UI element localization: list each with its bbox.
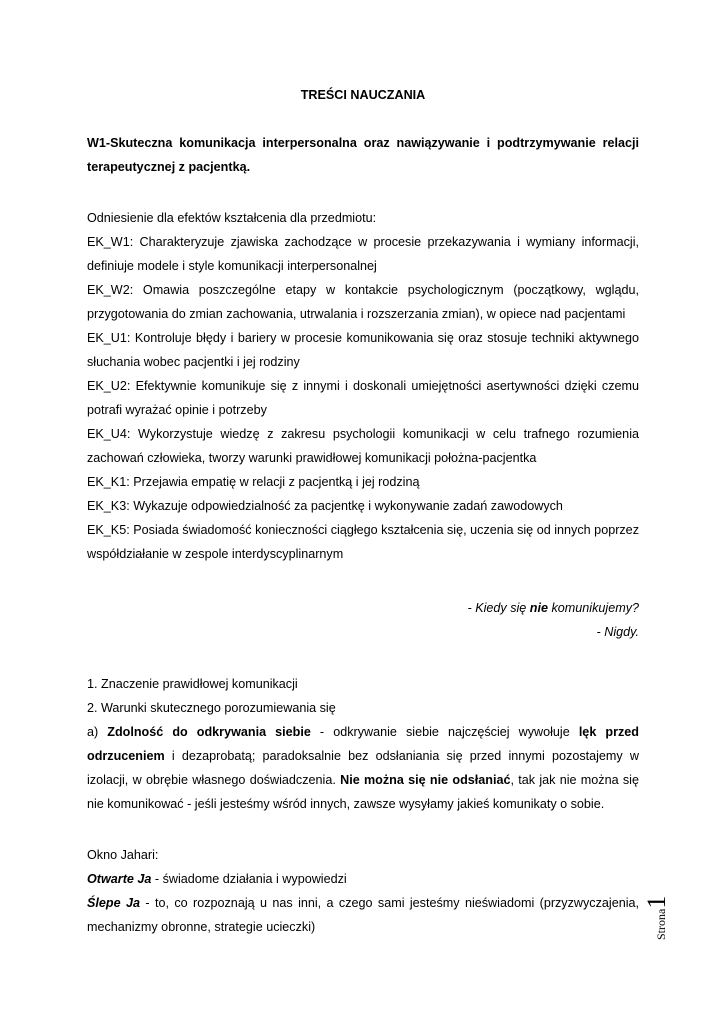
quote-question-suffix: komunikujemy? [548, 601, 639, 615]
paragraph-a-bold-2: lęk przed odrzuceniem [87, 725, 639, 763]
paragraph-a [87, 720, 639, 816]
paragraph-a-text-3: , tak jak nie można się nie komunikować - jeśli jesteśmy wśród innych, zawsze wysyłamy jakieś komunikaty o sobie. [87, 773, 639, 811]
quote-section [87, 596, 639, 644]
johari-open-label: Otwarte Ja [87, 872, 152, 886]
johari-open-text: - świadome działania i wypowiedzi [151, 872, 347, 886]
johari-blind-self [87, 891, 639, 939]
effect-ek-u2: EK_U2: Efektywnie komunikuje się z innymi i doskonali umiejętności asertywności dzięki czemu potrafi wyrażać opinie i potrzeby [87, 379, 639, 417]
quote-question [87, 596, 639, 620]
page-number-rotated [642, 868, 672, 940]
list-item-1: 1. Znaczenie prawidłowej komunikacji [87, 677, 298, 691]
effect-ek-w1: EK_W1: Charakteryzuje zjawiska zachodzące w procesie przekazywania i wymiany informacji, definiuje modele i style komunikacji interpersonalnej [87, 235, 639, 273]
johari-section [87, 843, 639, 939]
johari-blind-text: - to, co rozpoznają u nas inni, a czego sami jesteśmy nieświadomi (przyzwyczajenia, mechanizmy obronne, strategie ucieczki) [87, 896, 639, 934]
effect-ek-u4: EK_U4: Wykorzystuje wiedzę z zakresu psychologii komunikacji w celu trafnego rozumienia zachowań człowieka, tworzy warunki prawidłowej komunikacji położna-pacjentka [87, 427, 639, 465]
paragraph-a-prefix: a) [87, 725, 108, 739]
quote-question-emphasis: nie [529, 601, 548, 615]
paragraph-a-text-1: - odkrywanie siebie najczęściej wywołuje [310, 725, 579, 739]
communication-section [87, 672, 639, 816]
effect-ek-w2: EK_W2: Omawia poszczególne etapy w kontakcie psychologicznym (początkowy, wglądu, przygotowania do zmian zachowania, utrwalania i rozszerzania zmian), w opiece nad pacjentami [87, 283, 639, 321]
list-item-2: 2. Warunki skutecznego porozumiewania się [87, 701, 336, 715]
page-number: 1 [642, 895, 671, 909]
paragraph-a-bold-3: Nie można się nie odsłaniać [340, 773, 511, 787]
effect-ek-k3: EK_K3: Wykazuje odpowiedzialność za pacjentkę i wykonywanie zadań zawodowych [87, 499, 563, 513]
effect-ek-u1: EK_U1: Kontroluje błędy i bariery w procesie komunikowania się oraz stosuje techniki aktywnego słuchania wobec pacjentki i jej rodziny [87, 331, 639, 369]
quote-question-prefix: - Kiedy się [467, 601, 530, 615]
effect-ek-k1: EK_K1: Przejawia empatię w relacji z pacjentką i jej rodziną [87, 475, 420, 489]
page-label: Strona [654, 908, 668, 940]
johari-blind-label: Ślepe Ja [87, 896, 140, 910]
paragraph-a-text-2: i dezaprobatą; paradoksalnie bez odsłaniania się przed innymi pozostajemy w izolacji, w obrębie własnego doświadczenia. [87, 749, 639, 787]
page-footer [642, 868, 672, 940]
paragraph-a-bold-1: Zdolność do odkrywania siebie [107, 725, 311, 739]
johari-heading: Okno Jahari: [87, 848, 159, 862]
document-title: TREŚCI NAUCZANIA [300, 88, 426, 102]
effects-intro: Odniesienie dla efektów kształcenia dla przedmiotu: [87, 211, 377, 225]
johari-open-self [87, 867, 639, 891]
quote-answer: - Nigdy. [596, 625, 639, 639]
w1-heading: W1-Skuteczna komunikacja interpersonalna oraz nawiązywanie i podtrzymywanie relacji terapeutycznej z pacjentką. [87, 136, 639, 174]
effects-section [87, 206, 639, 566]
effect-ek-k5: EK_K5: Posiada świadomość konieczności ciągłego kształcenia się, uczenia się od innych poprzez współdziałanie w zespole interdyscyplinarnym [87, 523, 639, 561]
